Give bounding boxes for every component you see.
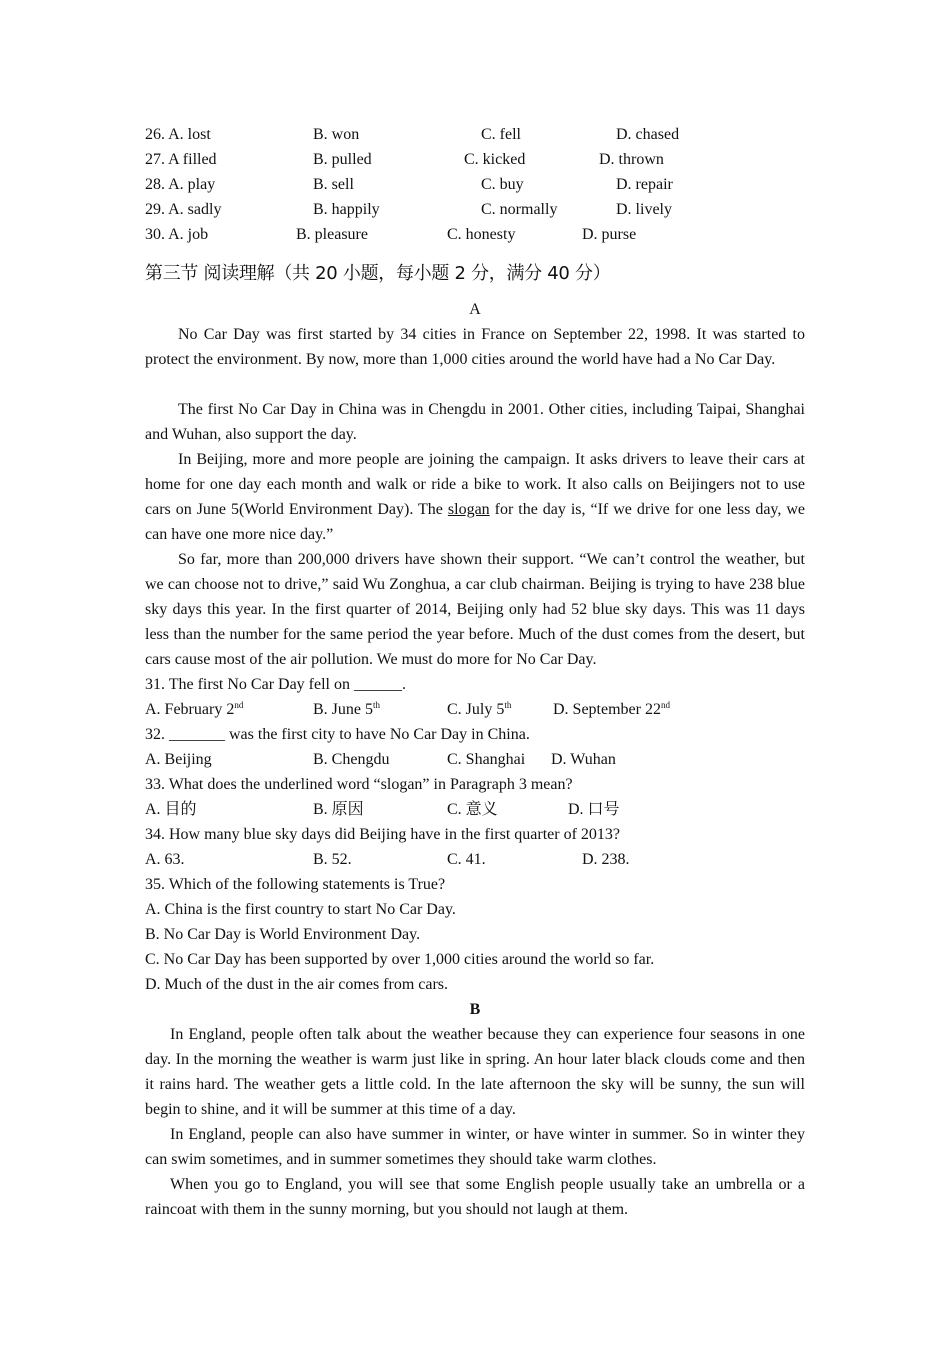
option-b: B. pulled [313, 151, 372, 168]
question-33: 33. What does the underlined word “slogan” in Paragraph 3 mean? [145, 776, 573, 793]
passage-a-label: A [469, 301, 481, 318]
option-b: B. 原因 [313, 801, 364, 818]
option-d: D. lively [616, 201, 672, 218]
option-d: D. repair [616, 176, 673, 193]
option-c: C. Shanghai [447, 751, 526, 768]
underlined-word-slogan: slogan [447, 501, 490, 518]
option-text: C. July 5 [447, 701, 505, 718]
option-d: D. chased [616, 126, 680, 143]
question-34: 34. How many blue sky days did Beijing have in the first quarter of 2013? [145, 826, 621, 843]
paragraph-text: for the day is, “If we drive for one less day, we can have one more nice day.” [145, 501, 805, 543]
option-text: D. September 22 [553, 701, 661, 718]
ordinal-suffix: nd [660, 700, 670, 710]
option-b: B. won [313, 126, 360, 143]
option-d: D. purse [582, 226, 637, 243]
passage-a-paragraph-1: No Car Day was first started by 34 cities in France on September 22, 1998. It was started to protect the environment. By now, more than 1,000 cities around the world have had a No Car Day. [145, 326, 805, 368]
question-35-option-b: B. No Car Day is World Environment Day. [145, 926, 421, 943]
option-a: 29. A. sadly [145, 201, 222, 218]
paragraph-text: In Beijing, more and more people are joining the campaign. It asks drivers to leave their cars at home for one day each month and walk or ride a bike to work. It also calls on Beijingers not to use cars on June 5(World Environment Day). The [145, 451, 805, 518]
option-c: C. kicked [464, 151, 526, 168]
passage-a-paragraph-3 [145, 447, 805, 547]
option-c: C. normally [481, 201, 558, 218]
option-a: 27. A filled [145, 151, 217, 168]
option-c [447, 697, 511, 722]
option-b: B. happily [313, 201, 380, 218]
option-a: A. Beijing [145, 751, 212, 768]
question-35: 35. Which of the following statements is True? [145, 876, 446, 893]
option-d: D. 口号 [568, 801, 620, 818]
section-heading: 第三节 阅读理解（共 20 小题，每小题 2 分，满分 40 分） [145, 263, 611, 284]
question-35-option-a: A. China is the first country to start No Car Day. [145, 901, 456, 918]
passage-b-paragraph-2: In England, people can also have summer in winter, or have winter in summer. So in winter they can swim sometimes, and in summer sometimes they should take warm clothes. [145, 1126, 805, 1168]
passage-b-paragraph-1: In England, people often talk about the weather because they can experience four seasons in one day. In the morning the weather is warm just like in spring. An hour later black clouds come and then it rains hard. The weather gets a little cold. In the late afternoon the sky will be sunny, the sun will begin to shine, and it will be summer at this time of a day. [145, 1026, 805, 1118]
option-a: A. 63. [145, 851, 185, 868]
option-a: A. 目的 [145, 801, 197, 818]
option-b: B. 52. [313, 851, 352, 868]
option-a: 28. A. play [145, 176, 216, 193]
option-a [145, 697, 243, 722]
option-d: D. 238. [582, 851, 630, 868]
option-d: D. Wuhan [551, 751, 616, 768]
question-31: 31. The first No Car Day fell on ______. [145, 676, 406, 693]
ordinal-suffix: th [504, 700, 512, 710]
passage-b-paragraph-3: When you go to England, you will see that some English people usually take an umbrella or a raincoat with them in the sunny morning, but you should not laugh at them. [145, 1176, 805, 1218]
option-d [553, 697, 670, 722]
option-b: B. Chengdu [313, 751, 390, 768]
option-c: C. 41. [447, 851, 486, 868]
option-c: C. fell [481, 126, 521, 143]
option-c: C. honesty [447, 226, 516, 243]
passage-a-paragraph-2: The first No Car Day in China was in Chengdu in 2001. Other cities, including Taipai, Shanghai and Wuhan, also support the day. [145, 401, 805, 443]
question-35-option-c: C. No Car Day has been supported by over 1,000 cities around the world so far. [145, 951, 655, 968]
option-c: C. buy [481, 176, 524, 193]
option-d: D. thrown [599, 151, 664, 168]
option-a: 26. A. lost [145, 126, 211, 143]
option-c: C. 意义 [447, 801, 498, 818]
option-text: A. February 2 [145, 701, 235, 718]
passage-a-paragraph-4: So far, more than 200,000 drivers have shown their support. “We can’t control the weather, but we can choose not to drive,” said Wu Zonghua, a car club chairman. Beijing is trying to have 238 blue sky days this year. In the first quarter of 2014, Beijing only had 52 blue sky days. This was 11 days less than the number for the same period the year before. Much of the dust comes from the desert, but cars cause most of the air pollution. We must do more for No Car Day. [145, 551, 805, 668]
option-text: B. June 5 [313, 701, 373, 718]
passage-b-label: B [469, 1001, 481, 1018]
option-b: B. sell [313, 176, 354, 193]
ordinal-suffix: nd [234, 700, 244, 710]
option-a: 30. A. job [145, 226, 209, 243]
question-32: 32. _______ was the first city to have No Car Day in China. [145, 726, 530, 743]
question-35-option-d: D. Much of the dust in the air comes from cars. [145, 976, 449, 993]
option-b: B. pleasure [296, 226, 368, 243]
option-b [313, 697, 380, 722]
ordinal-suffix: th [373, 700, 381, 710]
